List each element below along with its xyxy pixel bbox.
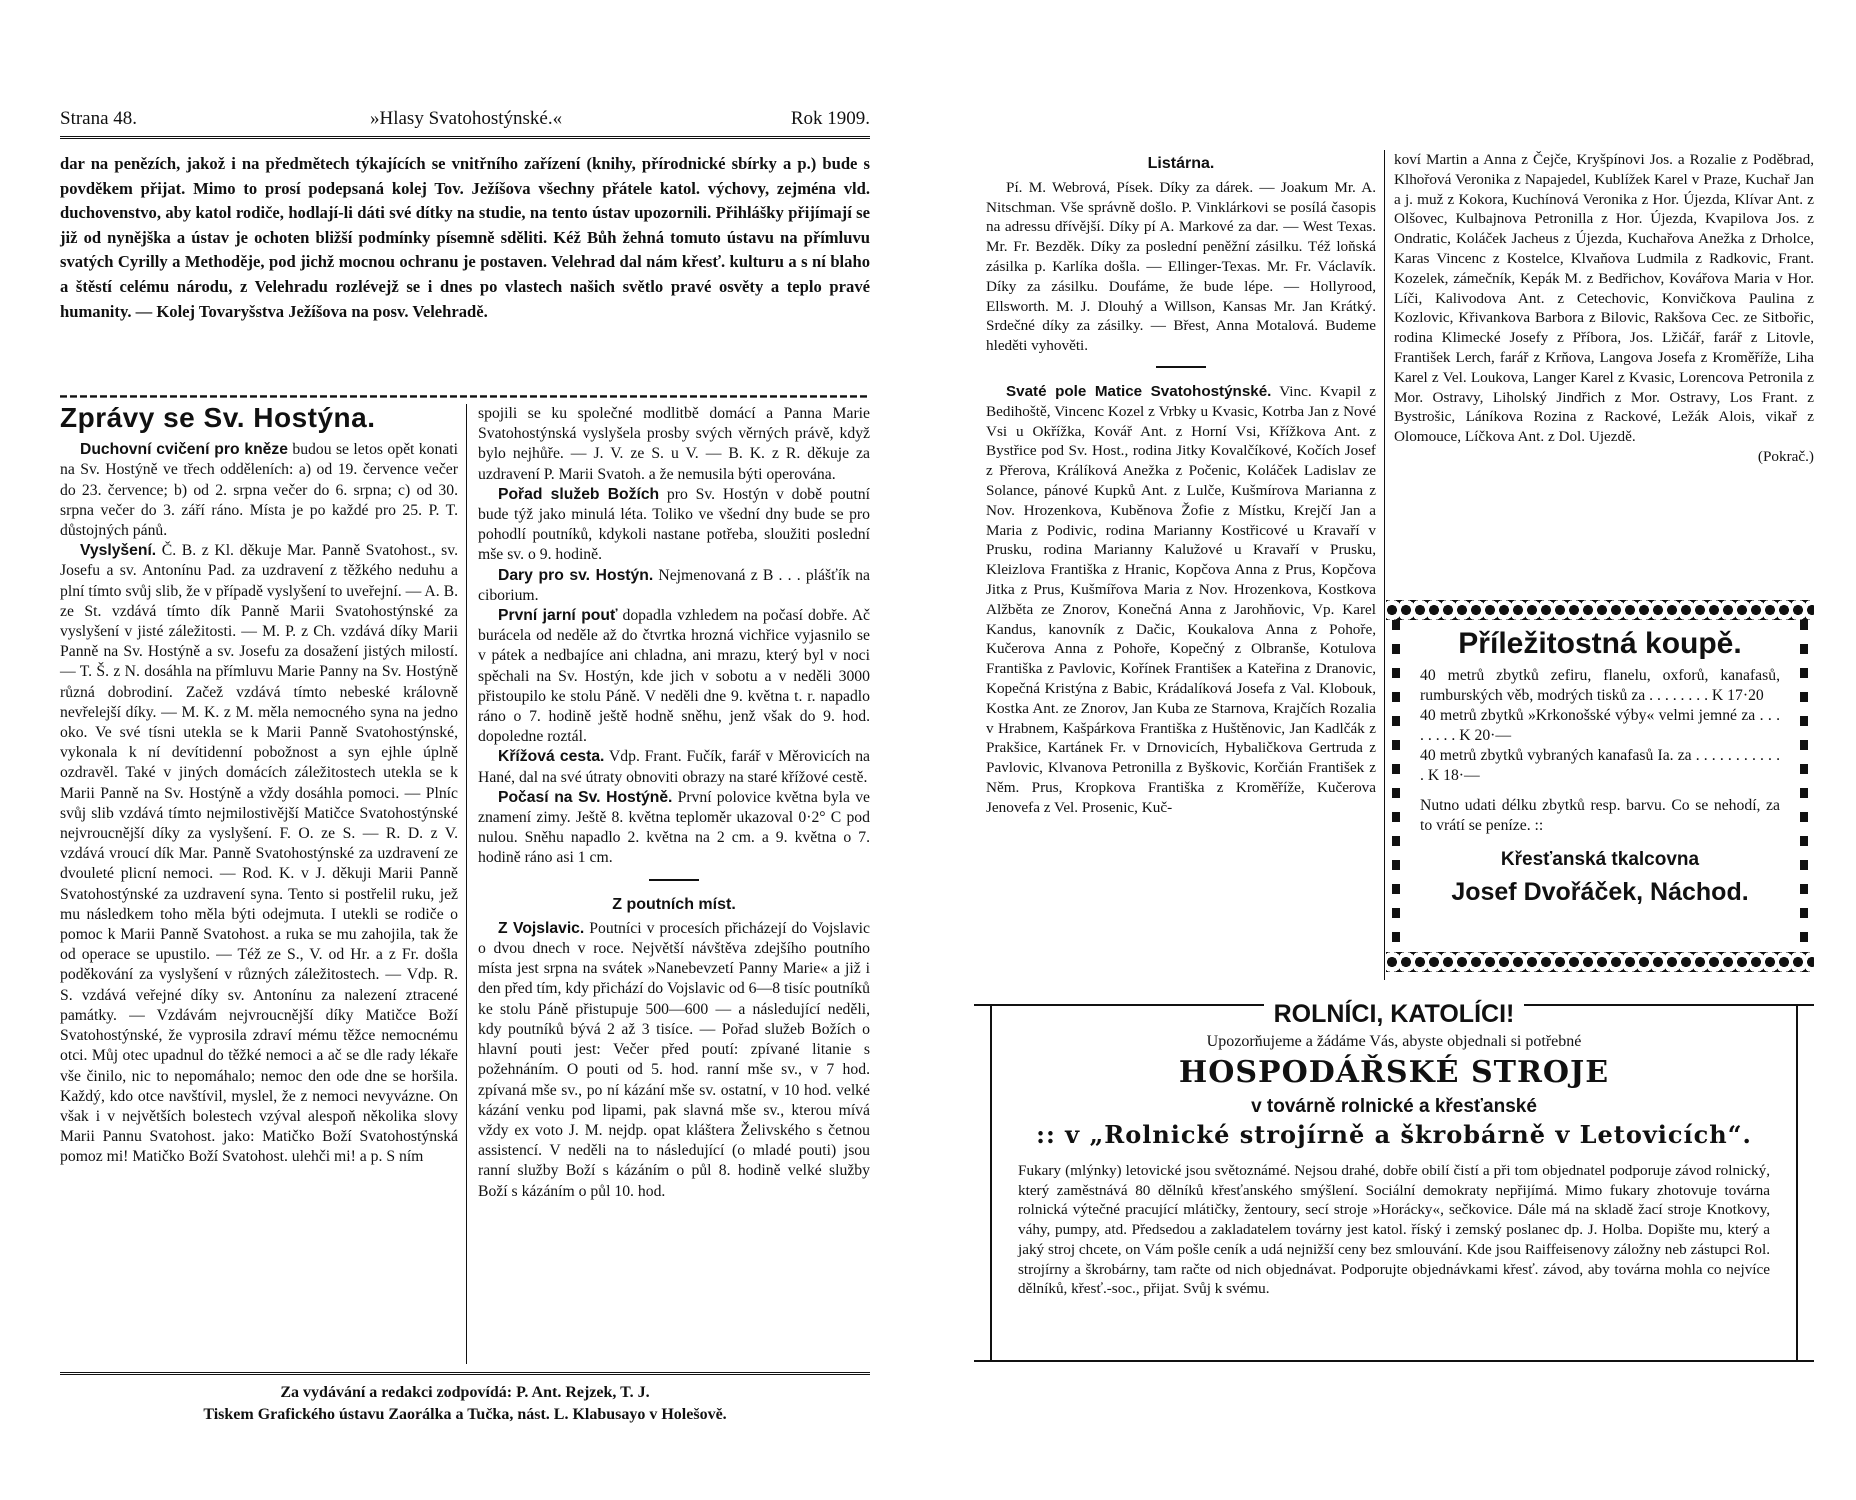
paragraph-lead: Duchovní cvičení pro kněze bbox=[80, 441, 288, 459]
advert-title: ROLNÍCI, KATOLÍCI! bbox=[1264, 1000, 1525, 1029]
paragraph bbox=[478, 747, 870, 787]
short-divider bbox=[1156, 366, 1206, 368]
column-1 bbox=[60, 404, 458, 1168]
column-3 bbox=[986, 150, 1376, 818]
paragraph-lead: Svaté pole Matice Svatohostýnské. bbox=[1006, 382, 1272, 400]
ornament-border-top bbox=[1386, 600, 1814, 620]
ornament-border-right bbox=[1796, 1004, 1798, 1360]
imprint-printer: Tiskem Grafického ústavu Zaorálka a Tučka, nást. L. Klabusayo v Holešově. bbox=[203, 1406, 727, 1423]
advert-occasional-purchase bbox=[1386, 600, 1814, 972]
paragraph-lead: Vyslyšení. bbox=[80, 542, 157, 560]
paragraph bbox=[478, 485, 870, 566]
paragraph-text: První polovice května byla ve znamení zimy. Ještě 8. května teploměr ukazoval 0·2° C pod nulou. Sněhu napadlo 2. května na 2 cm. a 9. května o 7. hodině ráno asi 1 cm. bbox=[478, 788, 870, 867]
advert-intro: Upozorňujeme a žádáme Vás, abyste objednali si potřebné bbox=[1206, 1033, 1582, 1050]
paragraph-text: Poutníci v procesích přicházejí do Vojslavic o dvou dnech v roce. Největší návštěva zdejšího poutního místa jest srpna na svátek »Nanebevzetí Panny Marie« a již i den před tím, kdy přichází do Vojslavic od 6—8 tisíc poutníků ke stolu Páně přistupuje 500—600 — a následující neděli, kdy poutníků bývá 2 až 3 tisíce. — Pořad služeb Božích o hlavní pouti jest: Večer před poutí: zpívané litanie s požehnáním. O pouti od 5. hod. ranní mše sv., v 7 hod. zpívaná mše sv., po ní kázání mše sv. ostatní, v 10 hod. velké kázání venku pod lipami, pak slavná mše sv., kterou mívá vždy ex voto J. M. nejdp. opat kláštera Želivského s četnou assistencí. V neděli na to následující (o mladé pouti) jsou ranní služby Boží s kázáním o půl 8. hodině velké služby Boží s kázáním o půl 10. hod. bbox=[478, 919, 870, 1200]
advert-content bbox=[1018, 1000, 1770, 1299]
firm-name: Josef Dvořáček, Náchod. bbox=[1451, 878, 1749, 906]
paragraph-lead: Křížová cesta. bbox=[498, 748, 605, 766]
ornament-border-left bbox=[990, 1004, 992, 1360]
sub-heading: Z poutních míst. bbox=[612, 895, 736, 913]
paragraph bbox=[478, 606, 870, 747]
column-divider bbox=[466, 404, 467, 1364]
column-divider bbox=[1384, 150, 1385, 980]
advert-content bbox=[1420, 627, 1780, 906]
paragraph: spojili se ku společné modlitbě domácí a Panna Marie Svatohostýnská vyslyšela prosby svých věrných právě, když bylo nejhůře. — J. V. ze S. u V. — B. K. z R. děkuje za uzdravení P. Marii Svatoh. a že nemusila býti operována. bbox=[478, 405, 870, 483]
imprint-editor: Za vydávání a redakci zodpovídá: P. Ant. Rejzek, T. J. bbox=[280, 1384, 650, 1401]
ornament-border-bottom bbox=[1386, 952, 1814, 972]
offer-line: 40 metrů zbytků zefiru, flanelu, oxforů, kanafasů, rumburských věb, modrých tisků za . . . . . . . . K 17·20 bbox=[1420, 667, 1780, 704]
page-header bbox=[60, 108, 870, 134]
right-page bbox=[928, 0, 1856, 1500]
offer-note: Nutno udati délku zbytků resp. barvu. Co se nehodí, za to vrátí se peníze. :: bbox=[1420, 797, 1780, 834]
advert-factory: :: v „Rolnické strojírně a škrobárně v Letovicích“. bbox=[1036, 1120, 1752, 1149]
section-heading: Listárna. bbox=[1147, 155, 1215, 172]
paragraph-lead: První jarní pouť bbox=[498, 607, 618, 625]
paragraph: koví Martin a Anna z Čejče, Kryšpínovi Jos. a Rozalie z Poděbrad, Klhořová Veronika z Napajedel, Kublížek Karel v Praze, Kuchař Jan a j. muž z Kokora, Kuchínová Veronika z Hor. Újezda, Klívar Ant. z Olšovec, Kulbajnova Petronilla z Hor. Újezda, Kvapilova Jos. z Ondratic, Koláček Jacheus z Újezda, Kuchařova Anežka z Drholce, Karas Vincenc z Kostelce, Klvaňova Ludmila z Radkovic, Frant. Kozelek, zámečník, Kepák M. z Bedřichov, Kovářova Maria v Hor. Líči, Kalivodova Ant. z Cetechovic, Konvičkova Paulina z Kozlovic, Křivankova Barbora z Bilovic, Rakšova Cec. ze Sitbořic, rodina Klimecké Josefy z Příbora, Jos. Lžičář, farář z Litovle, František Lerch, farář z Krňova, Langova Josefa z Kroměříže, Liha Karel z Vel. Loukova, Langer Karel z Kvasic, Lorencova Petronila z Mor. Ostravy, Liholský Jindřich z Mor. Ostravy, Los Frant. z Bystrošic, Láníkova Rozina z Rackové, Ležák Alois, vikař z Olomouce, Líčkova Ant. z Dol. Ujezdě. bbox=[1394, 151, 1814, 446]
paragraph-text: Nejmenovaná z B . . . plášťík na ciborium. bbox=[478, 566, 870, 604]
advert-title: Příležitostná koupě. bbox=[1458, 627, 1742, 660]
wavy-divider bbox=[60, 392, 870, 400]
offer-line: 40 metrů zbytků »Krkonošské výby« velmi jemné za . . . . . . . . K 20·— bbox=[1420, 707, 1780, 744]
paragraph-text: budou se letos opět konati na Sv. Hostýně ve třech odděleních: a) od 19. července večer do 23. července; b) od 2. srpna večer do 6. srpna; c) od 30. srpna večer do 3. září ráno. Místa je po každé pro 25. P. T. důstojných pánů. bbox=[60, 441, 458, 540]
paragraph bbox=[478, 788, 870, 869]
offer-line: 40 metrů zbytků vybraných kanafasů Ia. za . . . . . . . . . . . . K 18·— bbox=[1420, 747, 1780, 784]
advert-body: Fukary (mlýnky) letovické jsou světoznámé. Nejsou drahé, dobře obilí čistí a při tom objednatel podporuje závod rolnický, který zaměstnává 80 dělníků křesťanského smýšlení. Sociální demokraty nepřijímá. Mimo fukary zhotovuje továrna rolnická výtečné pracující mlátičky, žentoury, secí stroje »Horácky«, sečkovice. Dále má na skladě žací stroje Knotkovy, váhy, pumpy, atd. Předsedou a zakladatelem továrny jest katol. říský i zemský poslanec dp. J. Holba. Dopište mu, který a jaký stroj chcete, on Vám pošle ceník a udá nejnižší ceny bez smlouvání. Kde jsou Raiffeisenovy záložny neb zástupci Rol. strojírny a škrobárny, tam račte od nich objednávat. Podporujte objednávkami křesť. závod, aby továrna mohla co nejvíce dělníků, křesť.-soc., přijat. Svůj k svému. bbox=[1018, 1162, 1770, 1298]
paragraph-text: pro Sv. Hostýn v době poutní bude týž jako minulá léta. Toliko ve všední dny bude se pro pohodlí poutníků, kdykoli nastane potřeba, sloužiti poslední mše sv. o 9. hodině. bbox=[478, 485, 870, 564]
ornament-border-left bbox=[1386, 620, 1406, 952]
paragraph-text: Č. B. z Kl. děkuje Mar. Panně Svatohost., sv. Josefu a sv. Antonínu Pad. za uzdravení z těžkého neduhu a plní tímto svůj slib, že v případě vyslyšení to uveřejní. — A. B. ze St. vzdává tímto dík Panně Marii Svatohostýnské za vyslyšení v jisté záležitosti. — M. P. z Ch. vzdává díky Marii Panně na Sv. Hostýně a sv. Josefu za dosažení jistých milostí. — T. Š. z N. dosáhla na přímluvu Marie Panny na Sv. Hostýně různá dobrodiní. Začež vzdává tímto nebeské královně nevřelejší díky. — M. K. z M. měla nemocného syna na jedno oko. Ve své tísni utekla se k Marii Panně Svatohostýnské, vykonala k ní devítidenní pobožnost a syn ejhle úplně ozdravěl. Také v jiných domácích záležitostech utekla se k Marii Panně na Sv. Hostýně a vždy dosáhla pomoci. — Plníc svůj slib vzdává tímto nejmilostivější Matičce Svatohostýnské nejvroucnější díky za vyslyšení. F. O. ze S. — R. D. z V. vzdává vroucí dík Mar. Panně Svatohostýnské za uzdravení ze dvouleté plicní nemoci. — Rod. K. v J. děkuji Marii Panně Svatohostýnské za uzdravení syna. Tento si postřelil ruku, jež mu následkem toho měla býti odejmuta. I utekli se rodiče o pomoc k Marii Panně Svatohost. a ruka se mu zahojila, tak že od operace se upustilo. — Též ze S., V. od Hr. a z Fr. došla poděkování za vyslyšení v různých záležitostech. — Vdp. R. S. vzdává veřejné díky sv. Antonínu za nalezení ztracené památky. — Vzdávám nejvroucnější díky Matičce Boží Svatohostýnské, že vyprosila zdraví mému těžce nemocnému otci. Můj otec upadnul do těžké nemoci a ač se dle rady lékaře vše činilo, nic to nepomáhalo; nemoc den ode dne se horšila. Každý, kdo otce navštívil, myslel, že z nemoci nevyvázne. On však i v největších bolestech vzýval alespoň několika slovy Marii Pannu Svatohost. jako: Matičko Boží Svatohostýnská pomoz mi! Matičko Boží Svatohost. ulehči mi! a p. S ním bbox=[60, 542, 458, 1166]
column-4 bbox=[1394, 150, 1814, 467]
paragraph-text: dopadla vzhledem na počasí dobře. Ač burácela od neděle až do čtvrtka hrozná vichřice vyjasnilo se v pátek a nedbajíce ani chladna, ani mrazu, který byl v noci spěchali na Sv. Hostýn, kde jich v sobotu a v neděli 3000 přistoupilo ke stolu Páně. V neděli dne 9. května t. r. napadlo ráno o 7. hodině ještě hodně sněhu, jenž však do 9. hod. dopoledne roztál. bbox=[478, 607, 871, 746]
section-heading: Zprávy se Sv. Hostýna. bbox=[60, 402, 376, 433]
intro-paragraph: dar na penězích, jakož i na předmětech týkajících se vnitřního zařízení (knihy, přírodnické sbírky a p.) bude s povděkem přijat. Mimo to prosí podepsaná kolej Tov. Ježíšova všechny přátele katol. výchovy, zejména vld. duchovenstvo, aby katol rodiče, hodlají-li dáti své dítky na studie, na tento ústav upozornili. Přihlášky přijímají se již od nynějška a ústav je ochoten bližší podmínky písemně sděliti. Kéž Bůh žehná tomuto ústavu na přímluvu svatých Cyrilly a Methoděje, pod jichž mocnou ochranu je postaven. Velehrad dal nám křesť. kulturu a s ní blaho a štěstí celému národu, z Velehradu rozlévejž se i dnes po vlastech našich světlo pravé osvěty a teplo pravé humanity. — Kolej Tovaryšstva Ježíšova na posv. Velehradě. bbox=[60, 154, 870, 321]
advert-subline: v továrně rolnické a křesťanské bbox=[1251, 1096, 1537, 1117]
journal-title: »Hlasy Svatohostýnské.« bbox=[370, 108, 563, 129]
paragraph-lead: Z Vojslavic. bbox=[498, 919, 585, 937]
advert-product: HOSPODÁŘSKÉ STROJE bbox=[1178, 1055, 1610, 1090]
column-2 bbox=[478, 404, 870, 1202]
year-label: Rok 1909. bbox=[790, 108, 870, 129]
page-number: Strana 48. bbox=[60, 108, 138, 129]
paragraph-lead: Počasí na Sv. Hostýně. bbox=[498, 788, 673, 806]
ornament-border-right bbox=[1794, 620, 1814, 952]
paragraph-text: Vinc. Kvapil z Bedihoště, Vincenc Kozel z Vrbky u Kvasic, Kotrba Jan z Nové Vsi u Okřížka, Kovář Ant. z Horní Vsi, Křížkova Ant. z Bystřice pod Sv. Host., rodina Jitky Kovalčíkové, Kočích Josef z Přerova, Králíková Anežka z Počenic, Koláček Ladislav ze Solance, pánové Kupků Ant. z Lulče, Kušmírova Marianna z Nov. Hrozenkova, Kuběnova Žofie z Místku, Krejčí Jan a Maria z Podivic, rodina Marianny Kostřicové u Kravaří v Prusku, rodina Marianny Kalužové u Kravaří v Prusku, Kleizlova Františka z Hranic, Kopčova Anna z Prus, Kopčova Jitka z Prus, Kušmířova Maria z Nov. Hrozenkova, Kostkova Alžběta ze Znorov, Konečná Anna z Jarohňovic, Vp. Karel Kandus, kanovník z Dačic, Koukalova Anna z Pohoře, Kučerova Anna z Pohoře, Kopečný z Olbranše, Kotulova Františka z Pavlovic, Kořínek Františeк a Kateřina z Dranovic, Kopečná Kristýna z Babic, Krádalíková Josefa z Val. Klobouk, Kostka Ant. ze Znorov, Jan Kuba ze Starnova, Krajčích Rozalia v Hrabnem, Kašpárkova Františka z Huštěnovic, Jan Kadlčák z Prakšice, Kartánek Fr. v Drnovicích, Hybaličkova Gertruda z Pavlovic, Klvanova Petronilla z Byškovic, Korčián František z Něm. Prus, Kropkova Františka z Kroměříže, Kučerova Jenovefa z Vel. Prosenic, Kuč- bbox=[986, 382, 1376, 816]
paragraph bbox=[60, 541, 458, 1167]
paragraph bbox=[478, 566, 870, 606]
short-divider bbox=[649, 879, 699, 881]
paragraph-lead: Pořad služeb Božích bbox=[498, 485, 660, 503]
paragraph: Pí. M. Webrová, Písek. Díky za dárek. — Joakum Mr. A. Nitschman. Vše správně došlo. P. Vinklárkovi se posílá časopis na adressu dřívější. Díky pí A. Markové za dar. — West Texas. Mr. Fr. Bezděk. Díky za poslední peněžní zásilku. Též loňská zásilka p. Karlíka došla. — Ellinger-Texas. Mr. Fr. Václavík. Díky za zásilku. Doufáme, že bude lépe. — Hollyrood, Ellsworth. M. J. Dlouhý a Willson, Kansas Mr. Jan Krátký. Srdečné díky za zásilky. — Břest, Anna Motalová. Budeme hleděti vyhověti. bbox=[986, 178, 1376, 355]
paragraph bbox=[478, 919, 870, 1202]
ornament-border-bottom bbox=[974, 1360, 1814, 1362]
advert-farm-machines bbox=[974, 990, 1814, 1374]
paragraph bbox=[986, 382, 1376, 818]
paragraph-text: Vdp. Frant. Fučík, farář v Měrovicích na Hané, dal na své útraty obnoviti obrazy na staré křížové cestě. bbox=[478, 748, 870, 786]
continuation-note: (Pokrač.) bbox=[1757, 447, 1814, 465]
header-rule bbox=[60, 136, 870, 139]
footer-rule bbox=[60, 1372, 870, 1375]
firm-type: Křesťanská tkalcovna bbox=[1500, 849, 1700, 870]
paragraph bbox=[60, 440, 458, 541]
imprint bbox=[60, 1382, 870, 1426]
paragraph-lead: Dary pro sv. Hostýn. bbox=[498, 566, 654, 584]
